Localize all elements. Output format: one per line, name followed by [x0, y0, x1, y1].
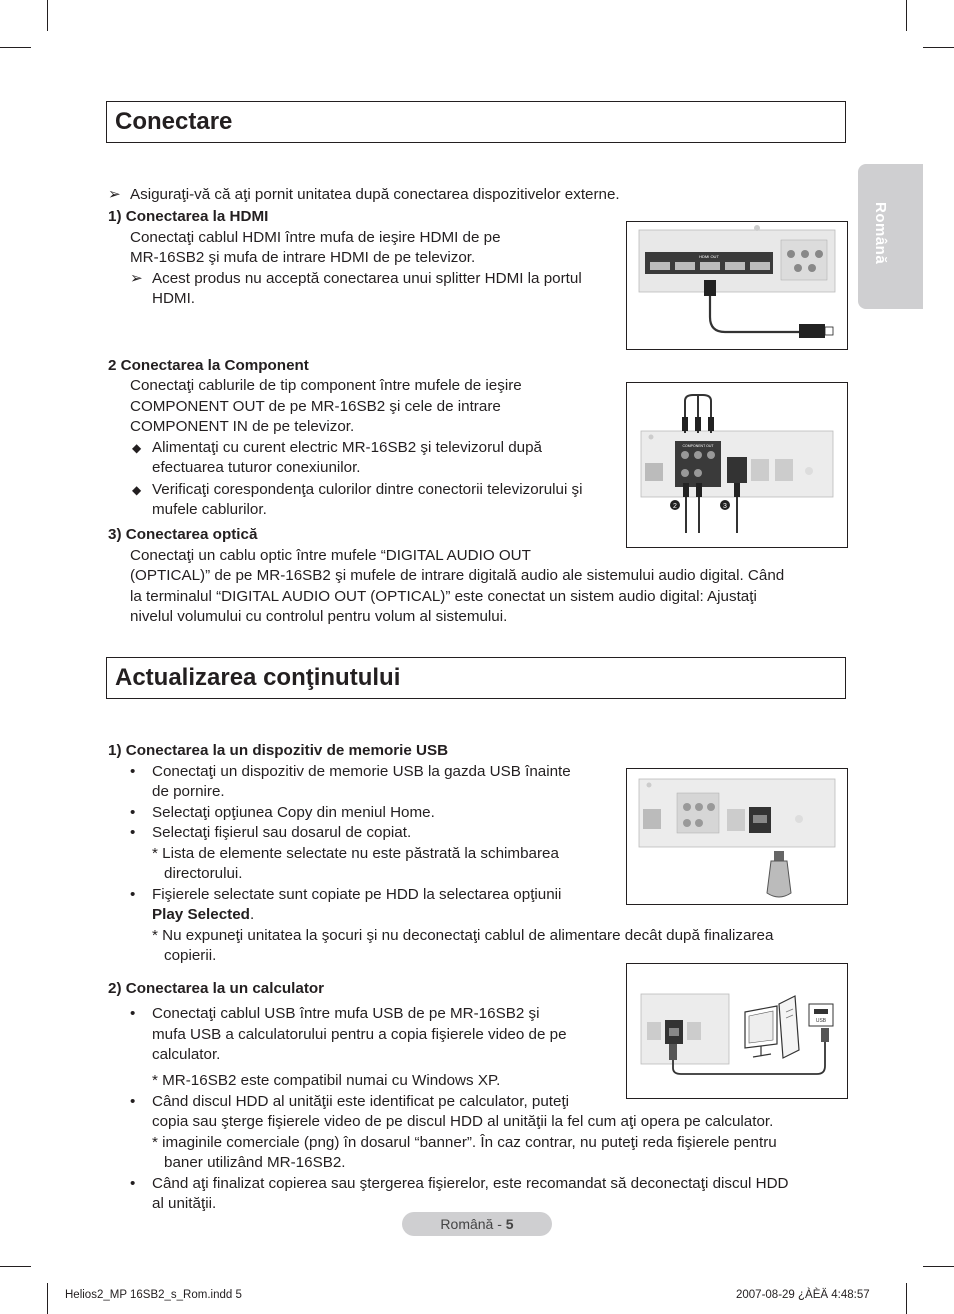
pc-bullet: Când aţi finalizat copierea sau ştergerea fişierelor, este recomandat să deconectaţi discul HDD	[152, 1175, 789, 1192]
bullet-dot: •	[130, 1093, 136, 1110]
hdmi-note: HDMI.	[152, 290, 196, 307]
usb-bullet: Selectaţi fişierul sau dosarul de copiat.	[152, 824, 412, 841]
usb-note: * Lista de elemente selectate nu este păstrată la schimbarea	[152, 845, 559, 862]
component-bullet: Alimentaţi cu curent electric MR-16SB2 şi televizorul după	[152, 439, 542, 456]
bullet-dot: •	[130, 804, 136, 821]
optical-heading: 3) Conectarea optică	[108, 526, 258, 543]
diamond-bullet: ◆	[132, 483, 142, 497]
usb-bullet: Fişierele selectate sunt copiate pe HDD la selectarea opţiunii	[152, 886, 562, 903]
language-side-tab	[858, 164, 923, 309]
pc-note: * MR-16SB2 este compatibil numai cu Windows XP.	[152, 1072, 501, 1089]
intro-text: Asiguraţi-vă că aţi pornit unitatea după conectarea dispozitivelor externe.	[130, 186, 620, 203]
optical-line: (OPTICAL)” de pe MR-16SB2 şi mufele de intrare digitală audio ale sistemului audio digital. Când	[130, 567, 785, 584]
pc-bullet: calculator.	[152, 1046, 221, 1063]
component-bullet: Verificaţi corespondenţa culorilor dintre conectorii televizorului şi	[152, 481, 583, 498]
hdmi-line: Conectaţi cablul HDMI între mufa de ieşire HDMI de pe	[130, 229, 501, 246]
pc-connection-figure	[626, 963, 848, 1099]
pc-bullet: al unităţii.	[152, 1195, 217, 1212]
print-timestamp: 2007-08-29 ¿ÀÈÄ 4:48:57	[736, 1289, 870, 1301]
component-heading: 2 Conectarea la Component	[108, 357, 309, 374]
pc-note: baner utilizând MR-16SB2.	[164, 1154, 346, 1171]
pc-note: * imaginile comerciale (png) în dosarul “banner”. În caz contrar, nu puteţi reda fişierele pentru	[152, 1134, 777, 1151]
pc-bullet: Când discul HDD al unităţii este identificat pe calculator, puteţi	[152, 1093, 570, 1110]
usb-heading: 1) Conectarea la un dispozitiv de memorie USB	[108, 742, 449, 759]
page-number-badge	[402, 1212, 552, 1236]
footer-language: Română -	[440, 1216, 506, 1232]
crop-mark	[47, 0, 48, 31]
pc-bullet: mufa USB a calculatorului pentru a copia fişierele video de pe	[152, 1026, 567, 1043]
usb-bullet-cont: Play Selected.	[152, 906, 255, 923]
file-name: Helios2_MP 16SB2_s_Rom.indd 5	[65, 1289, 242, 1301]
usb-bullet: Conectaţi un dispozitiv de memorie USB la gazda USB înainte	[152, 763, 571, 780]
crop-mark	[0, 47, 31, 48]
play-selected-text: Play Selected	[152, 906, 250, 923]
optical-line: nivelul volumului cu controlul pentru volum al sistemului.	[130, 608, 508, 625]
intro-arrow: ➢	[108, 186, 121, 203]
component-bullet: mufele cablurilor.	[152, 501, 267, 518]
hdmi-line: MR-16SB2 şi mufa de intrare HDMI de pe televizor.	[130, 249, 476, 266]
component-bullet: efectuarea tuturor conexiunilor.	[152, 459, 361, 476]
usb-bullet: Selectaţi opţiunea Copy din meniul Home.	[152, 804, 435, 821]
language-side-tab-label: Română	[872, 202, 889, 265]
svg-text:2: 2	[673, 503, 677, 510]
component-line: COMPONENT IN de pe televizor.	[130, 418, 355, 435]
component-line: COMPONENT OUT de pe MR-16SB2 şi cele de intrare	[130, 398, 501, 415]
crop-mark	[923, 1266, 954, 1267]
bullet-dot: •	[130, 886, 136, 903]
usb-port-label: USB	[815, 1018, 827, 1024]
usb-memory-figure	[626, 768, 848, 905]
crop-mark	[906, 1283, 907, 1314]
diamond-bullet: ◆	[132, 441, 142, 455]
bullet-dot: •	[130, 824, 136, 841]
optical-line: la terminalul “DIGITAL AUDIO OUT (OPTICAL)” este conectat un sistem audio digital: Ajustaţi	[130, 588, 757, 605]
section-title-conectare: Conectare	[106, 101, 846, 143]
component-out-label: COMPONENT OUT	[682, 444, 714, 448]
pc-heading: 2) Conectarea la un calculator	[108, 980, 325, 997]
pc-bullet: copia sau şterge fişierele video de pe discul HDD al unităţii la fel cum aţi opera pe calculator.	[152, 1113, 774, 1130]
crop-mark	[906, 0, 907, 31]
component-connection-figure	[626, 382, 848, 548]
crop-mark	[47, 1283, 48, 1314]
hdmi-out-label: HDMI OUT	[699, 254, 719, 259]
bullet-dot: •	[130, 1175, 136, 1192]
page-number: 5	[505, 1216, 514, 1232]
usb-note: directorului.	[164, 865, 243, 882]
hdmi-note-arrow: ➢	[130, 270, 143, 287]
crop-mark	[0, 1266, 31, 1267]
bullet-dot: •	[130, 1005, 136, 1022]
bullet-dot: •	[130, 763, 136, 780]
hdmi-note: Acest produs nu acceptă conectarea unui splitter HDMI la portul	[152, 270, 582, 287]
hdmi-connection-figure	[626, 221, 848, 350]
component-line: Conectaţi cablurile de tip component între mufele de ieşire	[130, 377, 522, 394]
hdmi-heading: 1) Conectarea la HDMI	[108, 208, 269, 225]
section-title-actualizarea: Actualizarea conţinutului	[106, 657, 846, 699]
usb-note: * Nu expuneţi unitatea la şocuri şi nu deconectaţi cablul de alimentare decât după finalizarea	[152, 927, 774, 944]
pc-bullet: Conectaţi cablul USB între mufa USB de pe MR-16SB2 şi	[152, 1005, 540, 1022]
usb-bullet: de pornire.	[152, 783, 225, 800]
optical-line: Conectaţi un cablu optic între mufele “DIGITAL AUDIO OUT	[130, 547, 531, 564]
crop-mark	[923, 47, 954, 48]
svg-text:3: 3	[723, 503, 727, 510]
usb-note: copierii.	[164, 947, 217, 964]
